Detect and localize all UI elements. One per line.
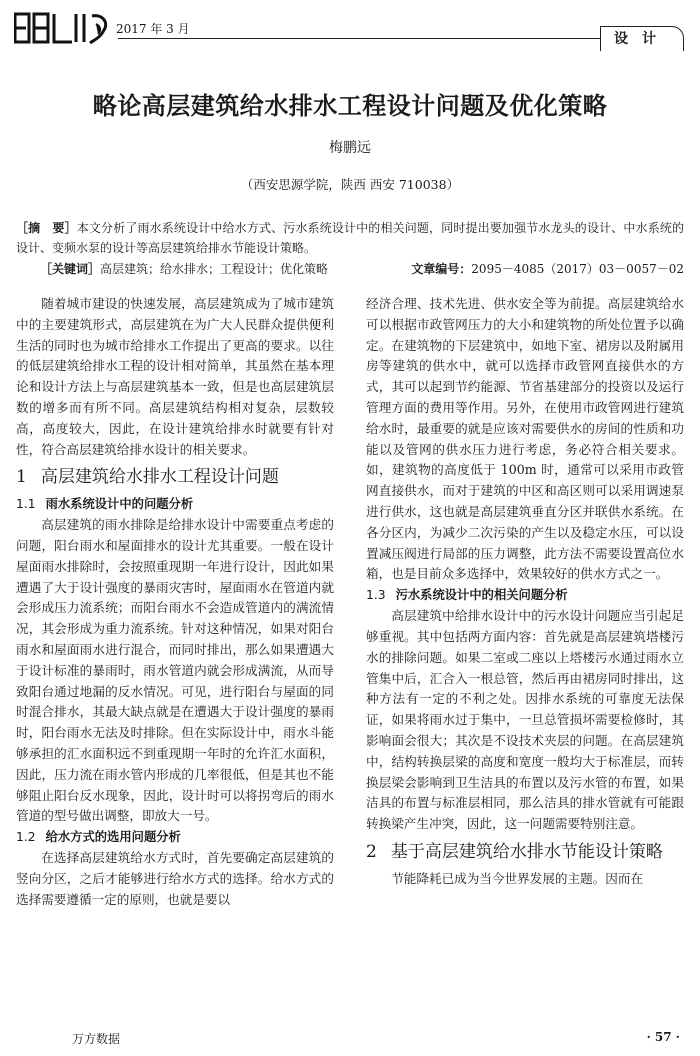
section-1-2-paragraph: 在选择高层建筑给水方式时，首先要确定高层建筑的竖向分区，之后才能够进行给水方式的选择。给水方式的选择需要遵循一定的原则，也就是要以 <box>16 850 334 907</box>
continued-paragraph: 经济合理、技术先进、供水安全等为前提。高层建筑给水可以根据市政管网压力的大小和建筑物的所处位置予以确定。在建筑物的下层建筑中，如地下室、裙房以及附属用房等建筑的供水中，就可以选择市政管网直接供水的方式，其可以起到节约能源、节省基建部分的投资以及运行管理方面的费用等作用。另外，在使用市政管网进行建筑给水时，最重要的就是应该对需要供水的房间的性质和功能以及管网的供水压力进行考虑，务必符合相关要求。如，建筑物的高度低于 100m 时，通常可以采用市政管网直接供水，而对于建筑的中区和高区则可以采用调速泵进行供水，这也就是高层建筑垂直分区并联供水系统。在各分区内，为减少二次污染的产生以及稳定水压，可以设置减压阀进行局部的压力调整，此方法不需要设置高位水箱，也是目前众多选择中，效果较好的供水方式之一。 <box>366 296 684 582</box>
keywords-line <box>40 259 684 279</box>
article-number-label: 文章编号： <box>411 262 472 276</box>
section-tag: 设计 <box>600 26 684 51</box>
section-1-2-heading <box>16 827 334 848</box>
section-1-2-title: 给水方式的选用问题分析 <box>45 830 181 845</box>
keywords-text: 高层建筑；给水排水；工程设计；优化策略 <box>100 262 329 276</box>
section-1-1-paragraph: 高层建筑的雨水排除是给排水设计中需要重点考虑的问题，阳台雨水和屋面排水的设计尤其重要。一般在设计屋面雨水排除时，会按照重现期一年进行设计，因此如果遭遇了大于设计强度的暴雨灾害时，屋面雨水在管道内就会形成压力流系统；而阳台雨水不会造成管道内的满流情况，其会形成为重力流系统。针对这种情况，如果对阳台雨水和屋面雨水进行混合，而同时排出，那么如果遭遇大于设计标准的暴雨时，雨水管道内就会形成满流，从而导致阳台通过地漏的反水情况。可见，进行阳台与屋面的同时混合排水，其最大缺点就是在遭遇大于设计强度的暴雨时，阳台雨水无法及时排除。但在实际设计中，雨水斗能够承担的汇水面积远不到重现期一年时的允许汇水面积，因此，压力流在雨水管内形成的几率很低，但是其也不能够阻止阳台反水现象，因此，设计时可以将拐弯后的雨水管道的型号做出调整，即放大一号。 <box>16 517 334 824</box>
section-1-number: 1 <box>16 467 27 488</box>
section-1-3-title: 污水系统设计中的相关问题分析 <box>395 588 568 603</box>
journal-logo <box>14 12 110 50</box>
section-1-3-paragraph: 高层建筑中给排水设计中的污水设计问题应当引起足够重视。其中包括两方面内容：首先就是高层建筑塔楼污水的排除问题。如果二室或二座以上塔楼污水通过雨水立管集中后，汇合入一根总管，然后再由裙房同时排出，这种方法有一定的不利之处。因排水系统的可靠度无法保证，如果将雨水过于集中，一旦总管损坏需要检修时，其影响面会很大；其次是不设技术夹层的问题。在高层建筑中，结构转换层梁的高度和宽度一般均大于标准层，而转换层梁会影响到卫生洁具的布置以及污水管的布置，如果洁具的布置与标准层相同，那么洁具的排水管就有可能跟转换梁产生冲突，因此，这一问题需要特别注意。 <box>366 608 684 832</box>
section-1-2-number: 1.2 <box>16 830 36 845</box>
left-column <box>16 294 334 911</box>
intro-paragraph: 随着城市建设的快速发展，高层建筑成为了城市建筑中的主要建筑形式，高层建筑在为广大人民群众提供便利生活的同时也为城市给排水工作提出了更高的要求。以往的低层建筑给排水工程的设计相对简单，其虽然在基本理论和设计方法上与高层建筑基本一致，但是也高层建筑层数的增多而有所不同。高层建筑结构相对复杂，层数较高，高度较大，因此，在设计建筑给排水时就要有针对性，符合高层建筑给排水设计的相关要求。 <box>16 296 334 457</box>
right-column <box>366 294 684 890</box>
section-1-3-number: 1.3 <box>366 588 386 603</box>
footer-source: 万方数据 <box>72 1032 121 1046</box>
section-2-heading <box>366 842 684 863</box>
abstract-text: 本文分析了雨水系统设计中给水方式、污水系统设计中的相关问题，同时提出要加强节水龙头的设计、中水系统的设计、变频水泵的设计等高层建筑给排水节能设计策略。 <box>16 221 684 255</box>
article-title: 略论高层建筑给水排水工程设计问题及优化策略 <box>92 92 608 120</box>
section-1-title: 高层建筑给水排水工程设计问题 <box>40 467 279 488</box>
section-1-1-heading <box>16 494 334 515</box>
section-2-number: 2 <box>366 841 377 862</box>
abstract-label: ［摘 要］ <box>16 221 77 235</box>
article-number-value: 2095－4085（2017）03－0057－02 <box>471 262 684 276</box>
section-2-paragraph: 节能降耗已成为当今世界发展的主题。因而在 <box>391 870 644 886</box>
page-header <box>0 0 700 60</box>
section-1-1-title: 雨水系统设计中的问题分析 <box>45 497 194 512</box>
section-1-1-number: 1.1 <box>16 497 36 512</box>
abstract <box>16 218 684 258</box>
issue-date: 2017 年 3 月 <box>116 22 190 36</box>
article-number <box>411 259 684 279</box>
page-number: · 57 · <box>646 1030 680 1044</box>
journal-logo-icon <box>14 12 110 46</box>
section-2-title: 基于高层建筑给水排水节能设计策略 <box>390 841 663 862</box>
author-affiliation: （西安思源学院，陕西 西安 710038） <box>240 177 460 192</box>
section-1-heading <box>16 467 334 488</box>
section-1-3-heading <box>366 585 684 606</box>
article-author: 梅鹏远 <box>329 140 371 156</box>
keywords-label: ［关键词］ <box>40 262 101 276</box>
